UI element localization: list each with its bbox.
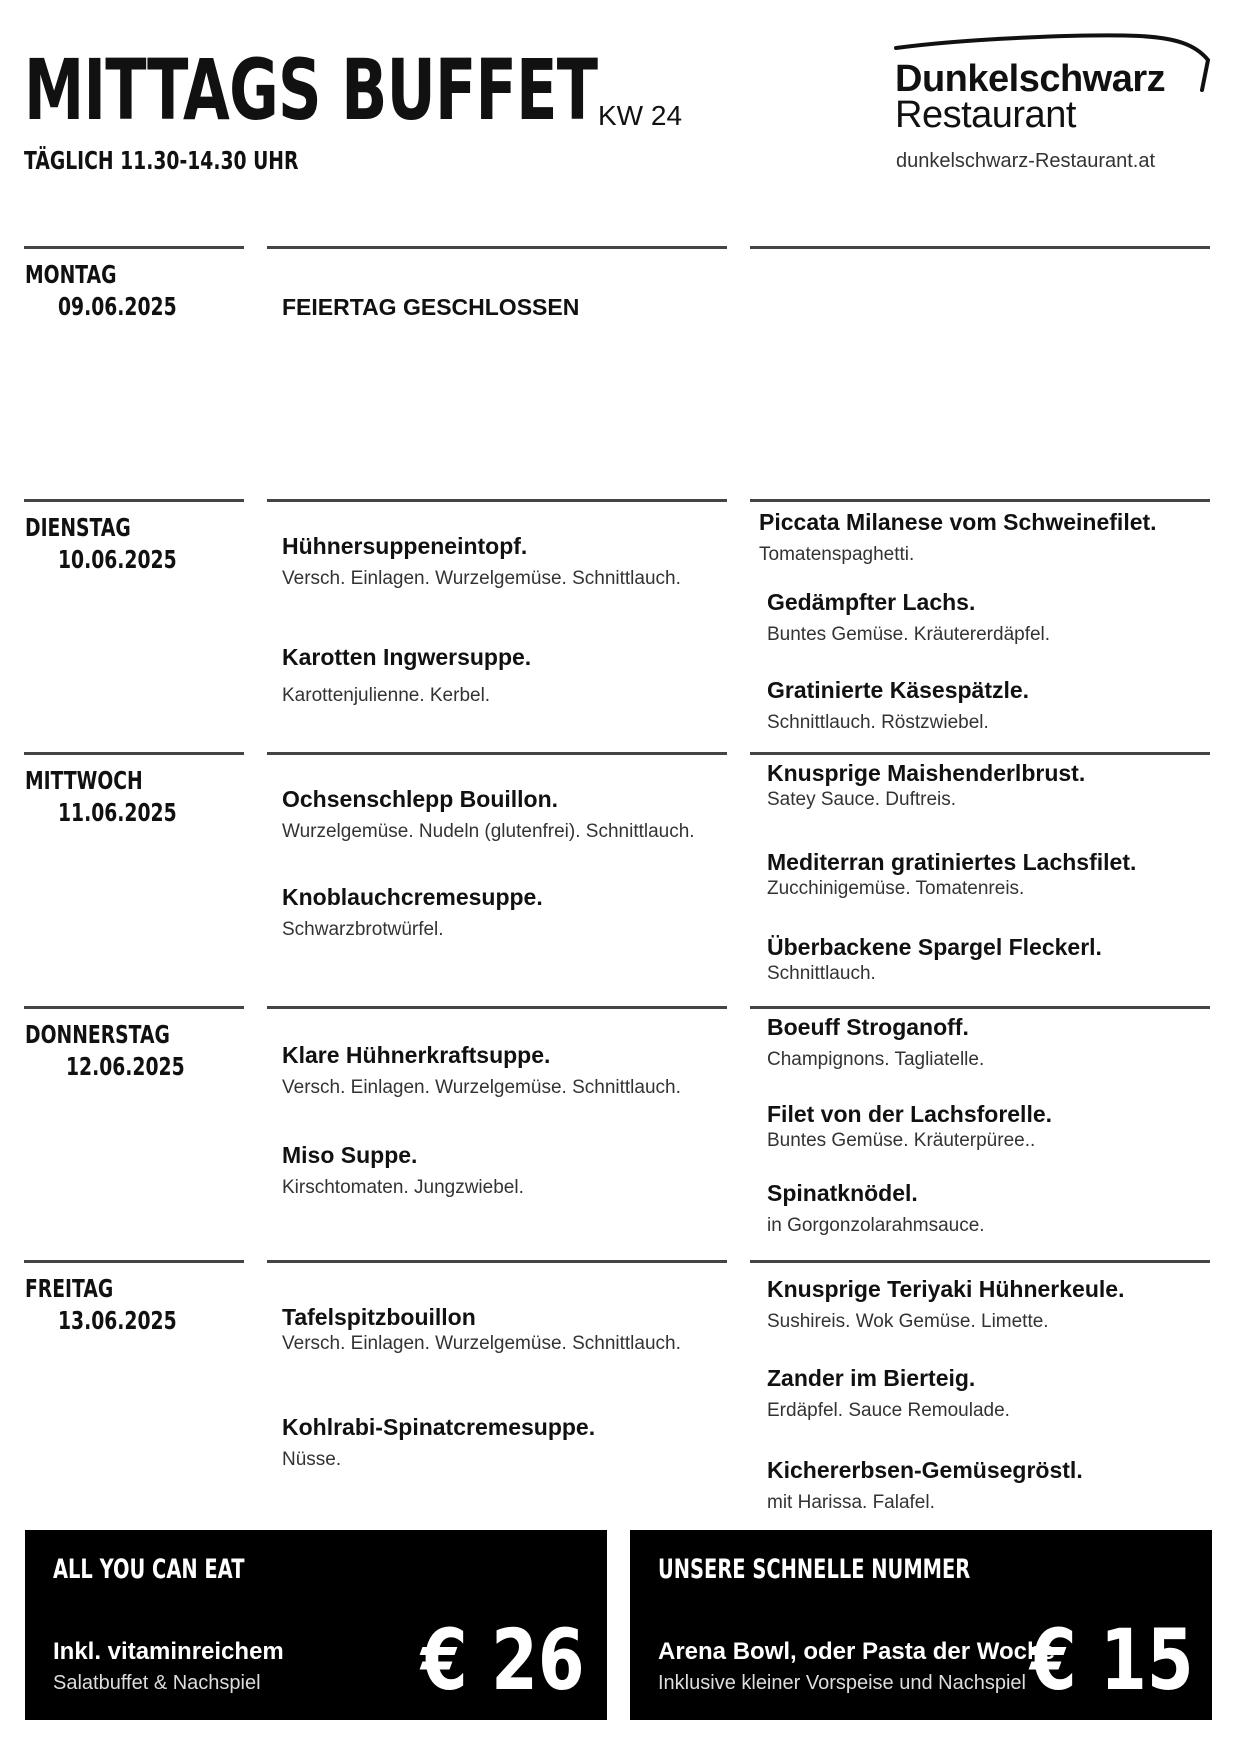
day-date: 12.06.2025 <box>66 1052 185 1081</box>
day-row-donnerstag <box>0 1006 1240 1260</box>
main-item <box>767 934 1102 985</box>
soup-item <box>282 786 695 843</box>
soup-item <box>282 533 681 590</box>
divider <box>267 499 727 502</box>
day-row-montag <box>0 246 1240 500</box>
dish-name: Knusprige Maishenderlbrust. <box>767 760 1086 786</box>
dish-name: Überbackene Spargel Fleckerl. <box>767 934 1102 960</box>
main-item <box>767 589 1050 646</box>
dish-description: Erdäpfel. Sauce Remoulade. <box>767 1400 1010 1421</box>
offer-heading: ALL YOU CAN EAT <box>53 1554 245 1585</box>
offer-detail: Salatbuffet & Nachspiel <box>53 1672 261 1694</box>
divider <box>267 1006 727 1009</box>
day-row-freitag <box>0 1260 1240 1514</box>
offer-heading: UNSERE SCHNELLE NUMMER <box>658 1554 971 1585</box>
dish-name: Knusprige Teriyaki Hühnerkeule. <box>767 1276 1125 1302</box>
main-item <box>767 1180 985 1237</box>
divider <box>267 1260 727 1263</box>
day-row-mittwoch <box>0 752 1240 1006</box>
dish-description: Kirschtomaten. Jungzwiebel. <box>282 1177 524 1198</box>
dish-name: Boeuff Stroganoff. <box>767 1014 969 1040</box>
calendar-week: KW 24 <box>598 100 683 131</box>
dish-description: Wurzelgemüse. Nudeln (glutenfrei). Schnittlauch. <box>282 821 695 842</box>
soup-item <box>282 1042 681 1099</box>
dish-description: Versch. Einlagen. Wurzelgemüse. Schnittlauch. <box>282 1333 681 1354</box>
dish-name: Mediterran gratiniertes Lachsfilet. <box>767 849 1137 875</box>
soup-item <box>282 644 531 707</box>
day-name: MONTAG <box>25 260 117 289</box>
dish-name: Knoblauchcremesuppe. <box>282 884 543 910</box>
divider <box>24 1260 244 1263</box>
website-url: dunkelschwarz-Restaurant.at <box>896 150 1156 172</box>
main-item <box>767 1101 1052 1152</box>
divider <box>750 1260 1210 1263</box>
dish-description: Nüsse. <box>282 1449 342 1470</box>
dish-description: in Gorgonzolarahmsauce. <box>767 1215 985 1236</box>
dish-description: Karottenjulienne. Kerbel. <box>282 685 491 706</box>
dish-description: Buntes Gemüse. Kräuterpüree.. <box>767 1130 1036 1151</box>
dish-name: Gedämpfter Lachs. <box>767 589 976 615</box>
divider <box>24 752 244 755</box>
divider <box>267 752 727 755</box>
dish-description: Schwarzbrotwürfel. <box>282 919 444 940</box>
soup-item <box>282 1304 681 1355</box>
main-item <box>767 1276 1124 1333</box>
dish-name: Spinatknödel. <box>767 1180 918 1206</box>
day-date: 10.06.2025 <box>58 545 177 574</box>
offer-detail: Inklusive kleiner Vorspeise und Nachspiel <box>658 1672 1026 1694</box>
divider <box>750 1006 1210 1009</box>
main-item <box>767 1457 1083 1514</box>
divider <box>750 246 1210 249</box>
dish-name: Filet von der Lachsforelle. <box>767 1101 1053 1127</box>
dish-name: Klare Hühnerkraftsuppe. <box>282 1042 551 1068</box>
day-name: DIENSTAG <box>25 513 131 542</box>
main-item <box>767 677 1029 734</box>
divider <box>267 246 727 249</box>
offer-price: € 26 <box>421 1611 585 1709</box>
dish-name: Miso Suppe. <box>282 1142 418 1168</box>
dish-name: Hühnersuppeneintopf. <box>282 533 528 559</box>
offer-price: € 15 <box>1030 1611 1194 1709</box>
dish-name: Piccata Milanese vom Schweinefilet. <box>759 509 1157 535</box>
dish-name: Zander im Bierteig. <box>767 1365 976 1391</box>
dish-description: Schnittlauch. <box>767 963 876 984</box>
dish-description: Satey Sauce. Duftreis. <box>767 789 957 810</box>
dish-name: Gratinierte Käsespätzle. <box>767 677 1030 703</box>
day-name: MITTWOCH <box>25 766 143 795</box>
dish-description: Versch. Einlagen. Wurzelgemüse. Schnittlauch. <box>282 1077 681 1098</box>
dish-name: Kohlrabi-Spinatcremesuppe. <box>282 1414 596 1440</box>
dish-description: Zucchinigemüse. Tomatenreis. <box>767 878 1025 899</box>
day-date: 11.06.2025 <box>58 798 177 827</box>
offer-description: Arena Bowl, oder Pasta der Woche <box>658 1638 1055 1665</box>
dish-name: Kichererbsen-Gemüsegröstl. <box>767 1457 1083 1483</box>
main-item <box>759 509 1157 566</box>
day-row-dienstag <box>0 499 1240 753</box>
day-name: FREITAG <box>25 1274 114 1303</box>
dish-name: Ochsenschlepp Bouillon. <box>282 786 559 812</box>
dish-description: mit Harissa. Falafel. <box>767 1492 935 1513</box>
main-item <box>767 849 1136 900</box>
divider <box>750 499 1210 502</box>
dish-description: Tomatenspaghetti. <box>759 544 915 565</box>
dish-description: Schnittlauch. Röstzwiebel. <box>767 712 989 733</box>
dish-description: Versch. Einlagen. Wurzelgemüse. Schnittlauch. <box>282 568 681 589</box>
dish-description: Sushireis. Wok Gemüse. Limette. <box>767 1311 1049 1332</box>
main-item <box>767 760 1085 811</box>
soup-item <box>282 1414 595 1471</box>
soup-item <box>282 884 543 941</box>
main-item <box>767 1014 984 1071</box>
offer-description: Inkl. vitaminreichem <box>53 1638 284 1665</box>
closed-notice: FEIERTAG GESCHLOSSEN <box>282 294 580 320</box>
divider <box>24 499 244 502</box>
divider <box>750 752 1210 755</box>
divider <box>24 246 244 249</box>
dish-description: Champignons. Tagliatelle. <box>767 1049 985 1070</box>
soup-item <box>282 1142 524 1199</box>
divider <box>24 1006 244 1009</box>
opening-hours: TÄGLICH 11.30-14.30 UHR <box>24 146 299 175</box>
offer-box-schnelle-nummer <box>630 1530 1212 1720</box>
day-name: DONNERSTAG <box>25 1020 170 1049</box>
offer-box-all-you-can-eat <box>25 1530 607 1720</box>
brand-subtitle: Restaurant <box>895 94 1076 136</box>
day-date: 09.06.2025 <box>58 292 177 321</box>
menu-title: MITTAGS BUFFET <box>24 41 598 139</box>
main-item <box>767 1365 1010 1422</box>
dish-name: Karotten Ingwersuppe. <box>282 644 532 670</box>
dish-name: Tafelspitzbouillon <box>282 1304 476 1330</box>
day-date: 13.06.2025 <box>58 1306 177 1335</box>
brand-name: Dunkelschwarz <box>895 58 1166 100</box>
dish-description: Buntes Gemüse. Kräutererdäpfel. <box>767 624 1051 645</box>
